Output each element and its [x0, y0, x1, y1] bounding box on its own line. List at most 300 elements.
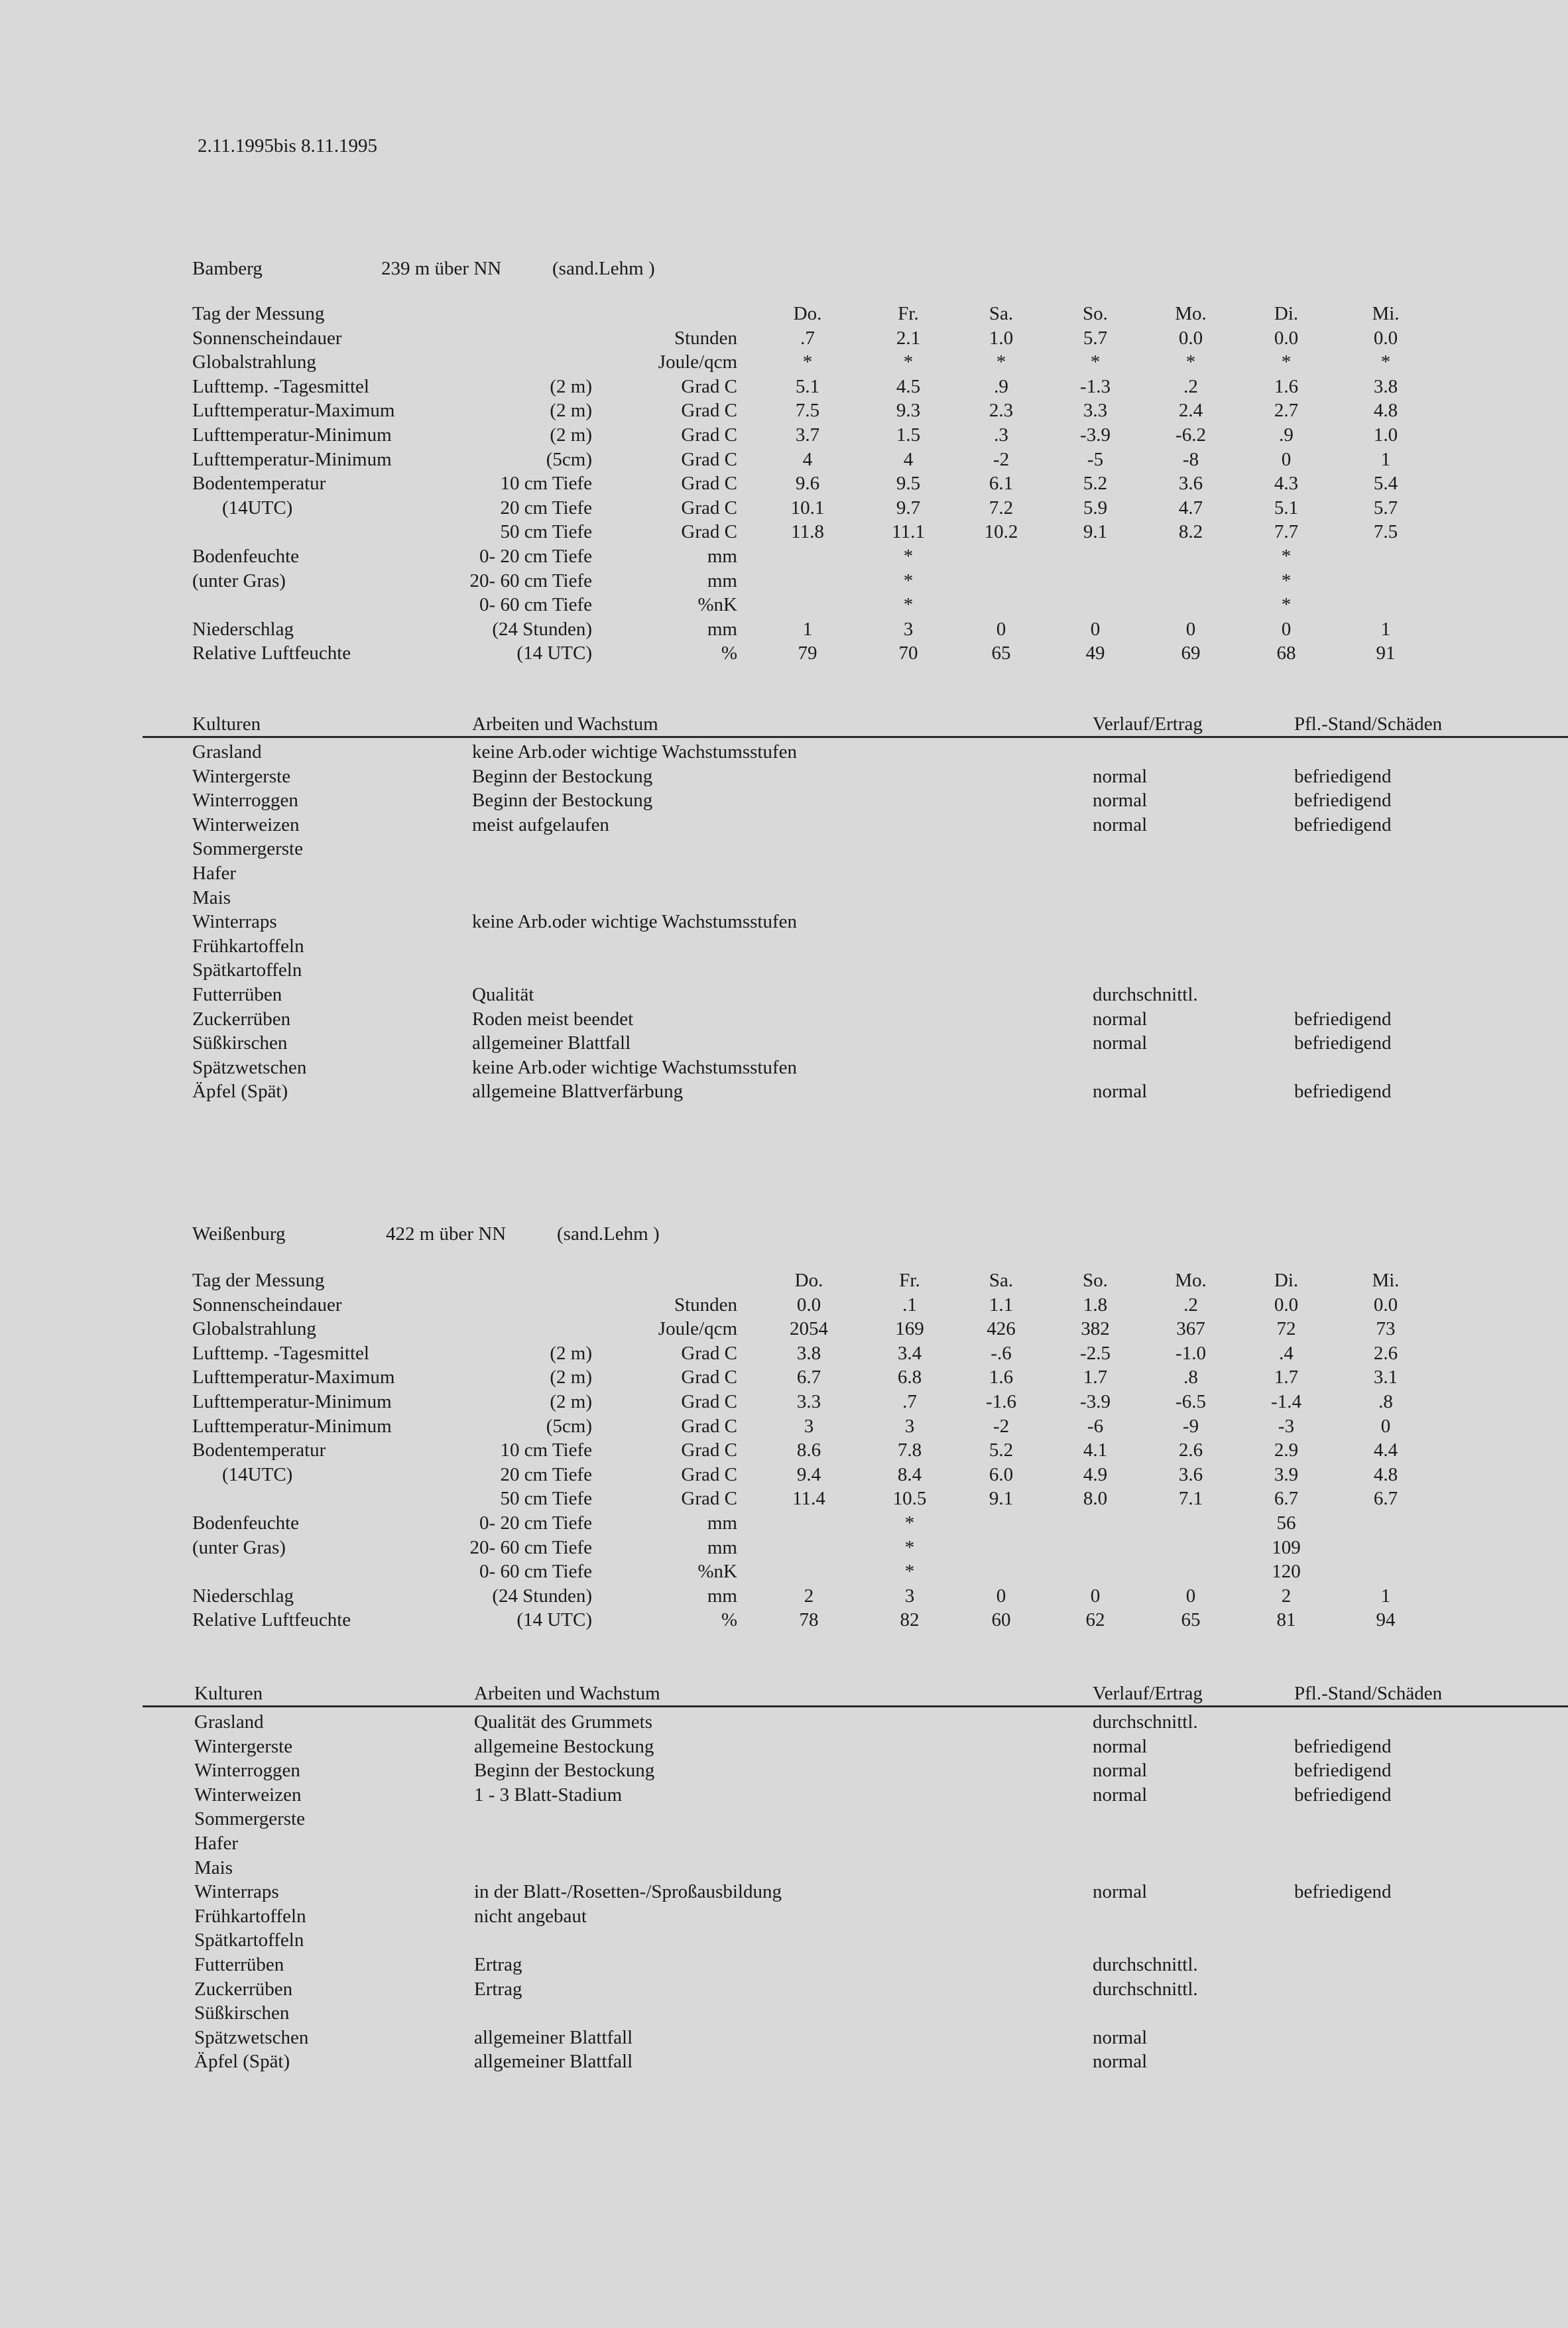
value-cell: 382 — [1081, 1318, 1110, 1340]
row-label: Relative Luftfeuchte — [192, 643, 351, 664]
row-label: Relative Luftfeuchte — [192, 1609, 351, 1631]
value-cell: -1.4 — [1271, 1391, 1301, 1412]
row-level: (2 m) — [550, 400, 592, 422]
value-cell: 1 — [1380, 1585, 1391, 1607]
value-cell: 7.2 — [989, 497, 1014, 519]
crop-header-verlauf: Verlauf/Ertrag — [1093, 713, 1203, 735]
value-cell: 1.0 — [989, 327, 1014, 349]
row-unit: % — [721, 1609, 737, 1631]
row-unit: mm — [707, 1512, 737, 1534]
date-range: 2.11.1995bis 8.11.1995 — [198, 135, 377, 156]
row-unit: mm — [707, 618, 737, 640]
row-unit: Grad C — [681, 1391, 737, 1412]
crop-name: Sommergerste — [192, 838, 303, 860]
day-header: So. — [1083, 1270, 1108, 1291]
value-cell: .9 — [1279, 424, 1294, 446]
row-label: Lufttemperatur-Minimum — [192, 1391, 392, 1412]
crop-header-pflstand: Pfl.-Stand/Schäden — [1294, 713, 1443, 735]
row-unit: Grad C — [681, 400, 737, 422]
value-cell: * — [802, 351, 813, 373]
value-cell: 3.8 — [796, 1342, 821, 1364]
value-cell: .2 — [1183, 375, 1198, 397]
value-cell: 1.0 — [1373, 424, 1398, 446]
row-unit: mm — [707, 570, 737, 591]
header-rule — [143, 1705, 1568, 1707]
row-label: (unter Gras) — [192, 570, 286, 591]
value-cell: 2054 — [790, 1318, 828, 1340]
value-cell: 6.8 — [897, 1367, 922, 1388]
row-unit: Stunden — [674, 327, 737, 349]
day-header: Di. — [1274, 1270, 1299, 1291]
value-cell: 8.2 — [1178, 521, 1203, 543]
value-cell: -6.2 — [1176, 424, 1206, 446]
row-unit: Grad C — [681, 473, 737, 495]
value-cell: 7.5 — [1373, 521, 1398, 543]
value-cell: 7.8 — [897, 1440, 922, 1461]
crop-name: Zuckerrüben — [192, 1008, 291, 1030]
value-cell: 0.0 — [1373, 327, 1398, 349]
value-cell: 3.4 — [897, 1342, 922, 1364]
value-cell: * — [904, 1536, 915, 1558]
day-header: Fr. — [899, 1270, 920, 1291]
crop-work: Roden meist beendet — [472, 1008, 634, 1030]
value-cell: 11.1 — [892, 521, 925, 543]
value-cell: 3 — [804, 1415, 814, 1437]
row-level: 10 cm Tiefe — [500, 1440, 592, 1461]
value-cell: * — [904, 1561, 915, 1583]
value-cell: 3.8 — [1373, 375, 1398, 397]
crop-state: befriedigend — [1294, 1008, 1392, 1030]
value-cell: 2.6 — [1373, 1342, 1398, 1364]
row-unit: Joule/qcm — [658, 1318, 737, 1340]
row-level: (2 m) — [550, 424, 592, 446]
value-cell: .3 — [994, 424, 1008, 446]
value-cell: 91 — [1376, 643, 1396, 664]
value-cell: 3.3 — [1083, 400, 1108, 422]
row-unit: Joule/qcm — [658, 351, 737, 373]
crop-state: befriedigend — [1294, 1760, 1392, 1782]
value-cell: 0.0 — [1178, 327, 1203, 349]
row-label: Lufttemperatur-Maximum — [192, 400, 395, 422]
crop-state: befriedigend — [1294, 1081, 1392, 1103]
value-cell: -2 — [993, 1415, 1010, 1437]
crop-work: Ertrag — [474, 1954, 522, 1975]
value-cell: .2 — [1183, 1294, 1198, 1316]
crop-name: Frühkartoffeln — [194, 1905, 306, 1927]
row-level: (24 Stunden) — [492, 1585, 592, 1607]
row-unit: %nK — [697, 594, 737, 616]
value-cell: 82 — [900, 1609, 920, 1631]
crop-work: meist aufgelaufen — [472, 814, 609, 835]
row-level: (5cm) — [546, 1415, 592, 1437]
value-cell: 1.7 — [1083, 1367, 1108, 1388]
crop-state: befriedigend — [1294, 1881, 1392, 1903]
value-cell: -3.9 — [1080, 424, 1111, 446]
row-level: 0- 20 cm Tiefe — [479, 546, 592, 567]
value-cell: 3 — [903, 618, 914, 640]
crop-course: normal — [1093, 1881, 1148, 1903]
value-cell: 73 — [1376, 1318, 1396, 1340]
crop-course: durchschnittl. — [1093, 1954, 1198, 1975]
day-header: Sa. — [989, 303, 1014, 324]
row-unit: mm — [707, 546, 737, 567]
value-cell: 5.7 — [1373, 497, 1398, 519]
crop-work: allgemeiner Blattfall — [474, 2051, 633, 2073]
value-cell: 7.5 — [795, 400, 820, 422]
value-cell: 9.5 — [896, 473, 921, 495]
value-cell: 11.8 — [791, 521, 824, 543]
crop-state: befriedigend — [1294, 1032, 1392, 1054]
crop-work: allgemeine Blattverfärbung — [472, 1081, 684, 1103]
value-cell: * — [904, 1512, 915, 1534]
value-cell: -1.0 — [1176, 1342, 1206, 1364]
row-unit: mm — [707, 1585, 737, 1607]
value-cell: 4 — [802, 448, 813, 470]
value-cell: 109 — [1272, 1536, 1301, 1558]
value-cell: .7 — [902, 1391, 917, 1412]
row-label: Bodentemperatur — [192, 473, 326, 495]
value-cell: .4 — [1279, 1342, 1294, 1364]
row-label: Globalstrahlung — [192, 351, 316, 373]
value-cell: 10.1 — [790, 497, 825, 519]
value-cell: 1 — [1380, 448, 1391, 470]
row-label: (14UTC) — [222, 1463, 293, 1485]
crop-header-arbeiten: Arbeiten und Wachstum — [472, 713, 658, 735]
row-unit: Grad C — [681, 375, 737, 397]
crop-course: normal — [1093, 2026, 1148, 2048]
crop-name: Grasland — [192, 741, 262, 763]
crop-name: Grasland — [194, 1711, 264, 1733]
crop-work: Beginn der Bestockung — [474, 1760, 655, 1782]
crop-course: normal — [1093, 1735, 1148, 1757]
value-cell: 169 — [895, 1318, 924, 1340]
value-cell: 0 — [1185, 1585, 1196, 1607]
row-unit: mm — [707, 1536, 737, 1558]
value-cell: 4.4 — [1373, 1440, 1398, 1461]
crop-work: allgemeiner Blattfall — [474, 2026, 633, 2048]
row-label: Lufttemp. -Tagesmittel — [192, 375, 369, 397]
row-label: Lufttemperatur-Minimum — [192, 424, 392, 446]
crop-course: normal — [1093, 790, 1148, 812]
crop-course: normal — [1093, 1008, 1148, 1030]
value-cell: 2.4 — [1178, 400, 1203, 422]
value-cell: * — [996, 351, 1006, 373]
day-header: Mo. — [1175, 1270, 1207, 1291]
day-header: Do. — [793, 303, 822, 324]
value-cell: * — [903, 546, 914, 567]
value-cell: 79 — [798, 643, 817, 664]
crop-course: normal — [1093, 765, 1148, 787]
value-cell: 3 — [904, 1415, 915, 1437]
value-cell: .8 — [1378, 1391, 1393, 1412]
value-cell: 4.8 — [1373, 1463, 1398, 1485]
value-cell: .7 — [800, 327, 815, 349]
value-cell: 5.1 — [795, 375, 820, 397]
crop-work: nicht angebaut — [474, 1905, 587, 1927]
value-cell: 1 — [802, 618, 813, 640]
crop-name: Winterroggen — [194, 1760, 300, 1782]
crop-name: Spätzwetschen — [194, 2026, 309, 2048]
row-level: (14 UTC) — [516, 1609, 592, 1631]
value-cell: 0 — [996, 618, 1006, 640]
crop-course: normal — [1093, 1784, 1148, 1806]
value-cell: 9.4 — [796, 1463, 821, 1485]
value-cell: 4.3 — [1274, 473, 1299, 495]
value-cell: -1.6 — [986, 1391, 1016, 1412]
value-cell: 68 — [1276, 643, 1296, 664]
row-unit: Grad C — [681, 1367, 737, 1388]
value-cell: 120 — [1272, 1561, 1301, 1583]
crop-name: Süßkirschen — [192, 1032, 288, 1054]
crop-work: allgemeine Bestockung — [474, 1735, 654, 1757]
value-cell: 6.7 — [1274, 1488, 1299, 1510]
value-cell: 5.4 — [1373, 473, 1398, 495]
value-cell: 0.0 — [1274, 327, 1299, 349]
crop-name: Winterraps — [192, 911, 277, 933]
station-soil: (sand.Lehm ) — [557, 1223, 660, 1245]
row-level: 10 cm Tiefe — [500, 473, 592, 495]
value-cell: -2 — [993, 448, 1010, 470]
crop-name: Mais — [192, 887, 231, 908]
crop-name: Futterrüben — [192, 984, 282, 1005]
value-cell: 9.1 — [989, 1488, 1014, 1510]
value-cell: 5.1 — [1274, 497, 1299, 519]
row-label: Sonnenscheindauer — [192, 327, 342, 349]
value-cell: 2.6 — [1178, 1440, 1203, 1461]
row-unit: Stunden — [674, 1294, 737, 1316]
row-label: Lufttemp. -Tagesmittel — [192, 1342, 369, 1364]
crop-name: Futterrüben — [194, 1954, 284, 1975]
row-label: Lufttemperatur-Minimum — [192, 448, 392, 470]
value-cell: 4.1 — [1083, 1440, 1108, 1461]
value-cell: 1.6 — [1274, 375, 1299, 397]
value-cell: -5 — [1087, 448, 1104, 470]
value-cell: 0.0 — [796, 1294, 821, 1316]
value-cell: .9 — [994, 375, 1008, 397]
value-cell: 6.7 — [796, 1367, 821, 1388]
value-cell: 2 — [804, 1585, 814, 1607]
value-cell: * — [1090, 351, 1101, 373]
value-cell: 62 — [1085, 1609, 1105, 1631]
value-cell: -3.9 — [1080, 1391, 1111, 1412]
value-cell: 56 — [1276, 1512, 1296, 1534]
crop-work: Qualität des Grummets — [474, 1711, 653, 1733]
value-cell: 6.0 — [989, 1463, 1014, 1485]
row-level: (2 m) — [550, 375, 592, 397]
value-cell: 60 — [991, 1609, 1011, 1631]
value-cell: 2.9 — [1274, 1440, 1299, 1461]
station-altitude: 239 m über NN — [381, 258, 502, 279]
row-level: 20 cm Tiefe — [500, 497, 592, 519]
crop-work: Ertrag — [474, 1978, 522, 2000]
crop-course: normal — [1093, 1081, 1148, 1103]
value-cell: 7.1 — [1178, 1488, 1203, 1510]
value-cell: * — [1380, 351, 1391, 373]
crop-header-arbeiten: Arbeiten und Wachstum — [474, 1683, 660, 1704]
crop-work: in der Blatt-/Rosetten-/Sproßausbildung — [474, 1881, 782, 1903]
crop-state: befriedigend — [1294, 790, 1392, 812]
crop-name: Winterweizen — [192, 814, 300, 835]
row-label: Lufttemperatur-Maximum — [192, 1367, 395, 1388]
value-cell: 4.8 — [1373, 400, 1398, 422]
crop-work: 1 - 3 Blatt-Stadium — [474, 1784, 623, 1806]
crop-name: Mais — [194, 1857, 233, 1878]
crop-name: Winterroggen — [192, 790, 298, 812]
row-label: Lufttemperatur-Minimum — [192, 1415, 392, 1437]
row-level: 50 cm Tiefe — [500, 521, 592, 543]
row-level: (5cm) — [546, 448, 592, 470]
crop-name: Spätkartoffeln — [194, 1930, 304, 1951]
value-cell: * — [903, 570, 914, 591]
crop-name: Wintergerste — [194, 1735, 293, 1757]
crop-name: Frühkartoffeln — [192, 935, 304, 957]
value-cell: 94 — [1376, 1609, 1396, 1631]
value-cell: 8.6 — [796, 1440, 821, 1461]
value-cell: 8.4 — [897, 1463, 922, 1485]
crop-name: Süßkirschen — [194, 2002, 290, 2024]
crop-name: Sommergerste — [194, 1808, 305, 1830]
day-header: Mi. — [1372, 1270, 1400, 1291]
row-level: (2 m) — [550, 1367, 592, 1388]
crop-course: normal — [1093, 1760, 1148, 1782]
value-cell: 1.6 — [989, 1367, 1014, 1388]
row-level: 0- 60 cm Tiefe — [479, 594, 592, 616]
crop-state: befriedigend — [1294, 814, 1392, 835]
crop-state: befriedigend — [1294, 765, 1392, 787]
value-cell: 3.7 — [795, 424, 820, 446]
value-cell: 10.5 — [892, 1488, 927, 1510]
value-cell: 4 — [903, 448, 914, 470]
value-cell: 81 — [1276, 1609, 1296, 1631]
value-cell: 5.7 — [1083, 327, 1108, 349]
crop-name: Winterweizen — [194, 1784, 302, 1806]
row-unit: Grad C — [681, 497, 737, 519]
value-cell: -2.5 — [1080, 1342, 1111, 1364]
day-header: Di. — [1274, 303, 1299, 324]
crop-work: keine Arb.oder wichtige Wachstumsstufen — [472, 741, 798, 763]
value-cell: 0.0 — [1274, 1294, 1299, 1316]
value-cell: * — [1281, 570, 1292, 591]
value-cell: 4.7 — [1178, 497, 1203, 519]
value-cell: 0 — [1281, 618, 1292, 640]
row-unit: Grad C — [681, 1463, 737, 1485]
value-cell: 1 — [1380, 618, 1391, 640]
crop-name: Spätkartoffeln — [192, 959, 302, 981]
value-cell: 0.0 — [1373, 1294, 1398, 1316]
crop-work: keine Arb.oder wichtige Wachstumsstufen — [472, 1056, 798, 1078]
row-label: Niederschlag — [192, 1585, 294, 1607]
value-cell: 9.7 — [896, 497, 921, 519]
row-unit: Grad C — [681, 1488, 737, 1510]
crop-name: Wintergerste — [192, 765, 291, 787]
row-unit: % — [721, 643, 737, 664]
crop-course: durchschnittl. — [1093, 1978, 1198, 2000]
day-header: Mo. — [1175, 303, 1207, 324]
crop-work: Beginn der Bestockung — [472, 790, 653, 812]
value-cell: 6.7 — [1373, 1488, 1398, 1510]
value-cell: 2.3 — [989, 400, 1014, 422]
crop-course: normal — [1093, 1032, 1148, 1054]
crop-work: Qualität — [472, 984, 534, 1005]
value-cell: * — [1281, 594, 1292, 616]
row-label: (14UTC) — [222, 497, 293, 519]
station-altitude: 422 m über NN — [386, 1223, 507, 1245]
value-cell: 2.1 — [896, 327, 921, 349]
crop-work: Beginn der Bestockung — [472, 765, 653, 787]
crop-header-kulturen: Kulturen — [194, 1683, 263, 1704]
value-cell: 1.1 — [989, 1294, 1014, 1316]
value-cell: 0 — [1281, 448, 1292, 470]
value-cell: 0 — [1090, 618, 1101, 640]
value-cell: 426 — [987, 1318, 1016, 1340]
value-cell: 72 — [1276, 1318, 1296, 1340]
crop-state: befriedigend — [1294, 1784, 1392, 1806]
row-level: 20- 60 cm Tiefe — [469, 1536, 592, 1558]
crop-header-kulturen: Kulturen — [192, 713, 261, 735]
value-cell: 8.0 — [1083, 1488, 1108, 1510]
value-cell: * — [903, 594, 914, 616]
value-cell: 78 — [799, 1609, 819, 1631]
crop-work: keine Arb.oder wichtige Wachstumsstufen — [472, 911, 798, 933]
crop-course: durchschnittl. — [1093, 1711, 1198, 1733]
value-cell: 65 — [991, 643, 1011, 664]
value-cell: 3.6 — [1178, 1463, 1203, 1485]
value-cell: 0 — [1090, 1585, 1101, 1607]
row-unit: Grad C — [681, 1440, 737, 1461]
row-level: (24 Stunden) — [492, 618, 592, 640]
value-cell: 4.5 — [896, 375, 921, 397]
value-cell: 1.8 — [1083, 1294, 1108, 1316]
value-cell: 3.3 — [796, 1391, 821, 1412]
value-cell: .1 — [902, 1294, 917, 1316]
crop-name: Hafer — [194, 1833, 239, 1854]
station-name: Bamberg — [192, 258, 263, 279]
row-label: Bodenfeuchte — [192, 1512, 300, 1534]
row-label: Sonnenscheindauer — [192, 1294, 342, 1316]
row-label: Bodentemperatur — [192, 1440, 326, 1461]
value-cell: 1.7 — [1274, 1367, 1299, 1388]
value-cell: .8 — [1183, 1367, 1198, 1388]
header-rule — [143, 736, 1568, 738]
value-cell: 1.5 — [896, 424, 921, 446]
value-cell: 3 — [904, 1585, 915, 1607]
value-cell: 9.6 — [795, 473, 820, 495]
crop-name: Spätzwetschen — [192, 1056, 307, 1078]
value-cell: 3.1 — [1373, 1367, 1398, 1388]
crop-course: normal — [1093, 814, 1148, 835]
crop-name: Hafer — [192, 863, 237, 884]
day-header: Sa. — [989, 1270, 1014, 1291]
value-cell: -3 — [1278, 1415, 1295, 1437]
row-level: (14 UTC) — [516, 643, 592, 664]
value-cell: 0 — [1380, 1415, 1391, 1437]
crop-name: Winterraps — [194, 1881, 279, 1903]
row-unit: Grad C — [681, 521, 737, 543]
day-header: Fr. — [898, 303, 919, 324]
crop-name: Äpfel (Spät) — [192, 1081, 288, 1103]
value-cell: 9.3 — [896, 400, 921, 422]
row-unit: Grad C — [681, 1415, 737, 1437]
crop-state: befriedigend — [1294, 1735, 1392, 1757]
value-cell: 0 — [1185, 618, 1196, 640]
value-cell: -8 — [1182, 448, 1199, 470]
crop-course: durchschnittl. — [1093, 984, 1198, 1005]
row-unit: Grad C — [681, 1342, 737, 1364]
value-cell: * — [1185, 351, 1196, 373]
value-cell: 5.2 — [1083, 473, 1108, 495]
row-unit: %nK — [697, 1561, 737, 1583]
value-cell: 367 — [1176, 1318, 1205, 1340]
